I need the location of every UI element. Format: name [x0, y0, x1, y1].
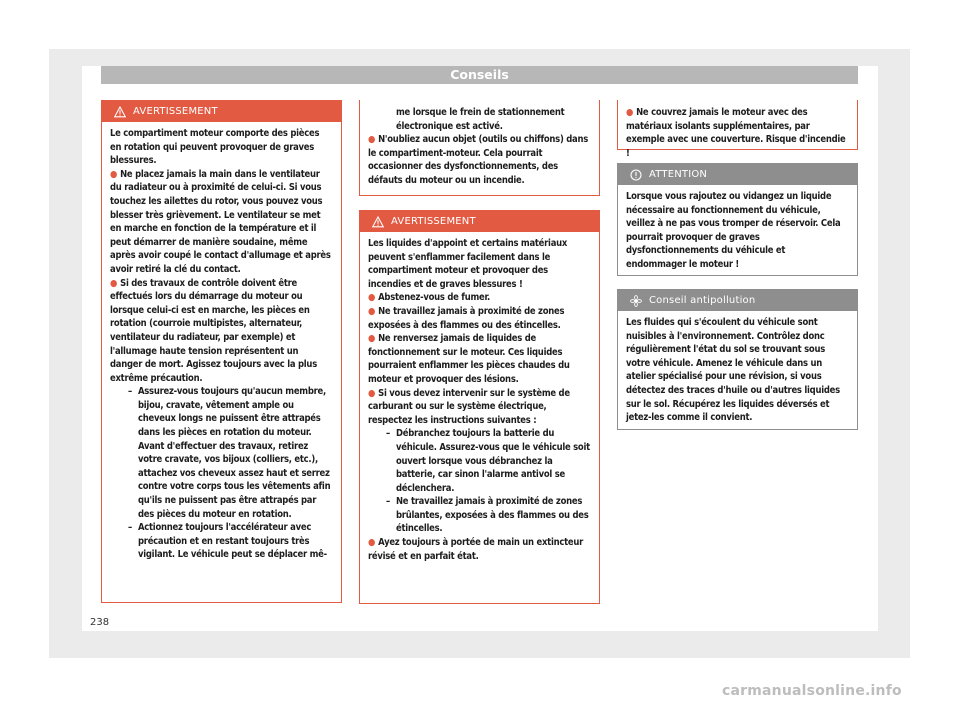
- warning-box-continued: [617, 100, 858, 159]
- column-3: [617, 100, 858, 430]
- eco-tip-text: Les fluides qui s'écoulent du véhicule sont nuisibles à l'environnement. Contrôlez donc régulièrement l'état du sol se trouvant sous votre véhicule. Amenez le véhicule dans un atelier spécialisé pour une révision, si vous détectez des traces d'huile ou d'autres liquides sur le sol. Récupérez les liquides déversés et jetez-les comme il convient.: [626, 317, 840, 424]
- eco-tip-box: [617, 289, 858, 430]
- list-item: ● Ayez toujours à portée de main un extincteur révisé et en parfait état.: [368, 537, 584, 562]
- sub-list-item: – Actionnez toujours l'accélérateur avec précaution et en restant toujours très vigilant. Le véhicule peut se déplacer mê-: [128, 522, 327, 561]
- dash-icon: –: [386, 496, 390, 508]
- attention-body: [618, 185, 857, 279]
- flower-icon: [630, 295, 642, 307]
- eco-tip-header: [618, 290, 857, 311]
- list-item: ● Ne couvrez jamais le moteur avec des matériaux isolants supplémentaires, par exemple avec une couverture. Risque d'incendie !: [626, 107, 846, 159]
- watermark: carmanualsonline.info: [722, 683, 902, 699]
- bullet-icon: ●: [626, 107, 634, 118]
- column-1: [101, 100, 342, 603]
- page-number: 238: [90, 617, 110, 628]
- list-item: ● Si vous devez intervenir sur le système de carburant ou sur le système électrique, respectez les instructions suivantes :: [368, 387, 570, 426]
- list-item: ● Ne travaillez jamais à proximité de zones exposées à des flammes ou des étincelles.: [368, 305, 565, 331]
- warning-intro: Le compartiment moteur comporte des pièces en rotation qui peuvent provoquer de graves blessures.: [110, 128, 320, 167]
- bullet-icon: ●: [368, 134, 376, 146]
- sub-list-item: – Débranchez toujours la batterie du véhicule. Assurez-vous que le véhicule soit ouvert lorsque vous débranchez la batterie, car sinon l'alarme antivol se déclenchera.: [386, 428, 590, 494]
- list-item: ● Ne renversez jamais de liquides de fonctionnement sur le moteur. Ces liquides pourraient enflammer les pièces chaudes du moteur et provoquer des lésions.: [368, 333, 570, 385]
- eco-tip-body: [618, 311, 857, 432]
- warning-triangle-icon: [114, 106, 126, 118]
- bullet-icon: ●: [368, 333, 376, 345]
- list-item: ● Ne placez jamais la main dans le ventilateur du radiateur ou à proximité de celui-ci. Si vous touchez les ailettes du rotor, vous pouvez vous blesser très grièvement. Le ventilateur se met en marche en fonction de la température et il peut démarrer de manière soudaine, même après avoir coupé le contact d'allumage et après avoir retiré la clé du contact.: [110, 168, 331, 275]
- page-title: Conseils: [101, 66, 858, 84]
- warning-body-continued: [360, 100, 599, 195]
- bullet-icon: ●: [368, 537, 376, 549]
- continued-text: me lorsque le frein de stationnement électronique est activé.: [396, 107, 565, 132]
- warning-header: [102, 101, 341, 122]
- warning-triangle-icon: [372, 216, 384, 228]
- warning-body-continued: [618, 100, 857, 167]
- list-item: ● Abstenez-vous de fumer.: [368, 292, 491, 304]
- dash-icon: –: [386, 428, 390, 440]
- warning-box-continued: [359, 100, 600, 196]
- warning-body: [102, 122, 341, 569]
- warning-title: AVERTISSEMENT: [391, 216, 476, 227]
- bullet-icon: ●: [110, 277, 118, 289]
- attention-text: Lorsque vous rajoutez ou vidangez un liquide nécessaire au fonctionnement du véhicule, veillez à ne pas vous tromper de réservoir. Cela pourrait provoquer de graves dysfonctionnements du véhicule et endommager le moteur !: [626, 191, 841, 270]
- warning-body: [360, 232, 599, 570]
- list-item: ● N'oubliez aucun objet (outils ou chiffons) dans le compartiment-moteur. Cela pourrait occasionner des dysfonctionnements, des défauts du moteur ou un incendie.: [368, 134, 588, 186]
- warning-intro: Les liquides d'appoint et certains matériaux peuvent s'enflammer facilement dans le compartiment moteur et provoquer des incendies et de graves blessures !: [368, 238, 568, 290]
- warning-box-engine: [101, 100, 342, 603]
- column-2: [359, 100, 600, 604]
- exclamation-circle-icon: [630, 169, 642, 181]
- dash-icon: –: [128, 386, 132, 398]
- bullet-icon: ●: [368, 387, 376, 399]
- attention-header: [618, 164, 857, 185]
- eco-tip-title: Conseil antipollution: [649, 295, 756, 306]
- bullet-icon: ●: [368, 305, 376, 317]
- bullet-icon: ●: [368, 292, 376, 304]
- warning-box-fluids: [359, 210, 600, 604]
- warning-header: [360, 211, 599, 232]
- list-item: ● Si des travaux de contrôle doivent être effectués lors du démarrage du moteur ou lorsque celui-ci est en marche, les pièces en rotation (courroie multipistes, alternateur, ventilateur du radiateur, par exemple) et l'allumage haute tension représentent un danger de mort. Agissez toujours avec la plus extrême précaution.: [110, 277, 317, 384]
- sub-list-item: – Ne travaillez jamais à proximité de zones brûlantes, exposées à des flammes ou des étincelles.: [386, 496, 589, 535]
- bullet-icon: ●: [110, 168, 118, 180]
- attention-box: [617, 163, 858, 276]
- dash-icon: –: [128, 522, 132, 534]
- attention-title: ATTENTION: [649, 169, 708, 180]
- sub-list-item: – Assurez-vous toujours qu'aucun membre, bijou, cravate, vêtement ample ou cheveux longs ne puissent être attrapés dans les pièces en rotation du moteur. Avant d'effectuer des travaux, retirez votre cravate, vos bijoux (colliers, etc.), attachez vos cheveux assez haut et serrez contre votre corps tous les vêtements afin qu'ils ne puissent pas être attrapés par des pièces du moteur en rotation.: [128, 386, 331, 520]
- warning-title: AVERTISSEMENT: [133, 106, 218, 117]
